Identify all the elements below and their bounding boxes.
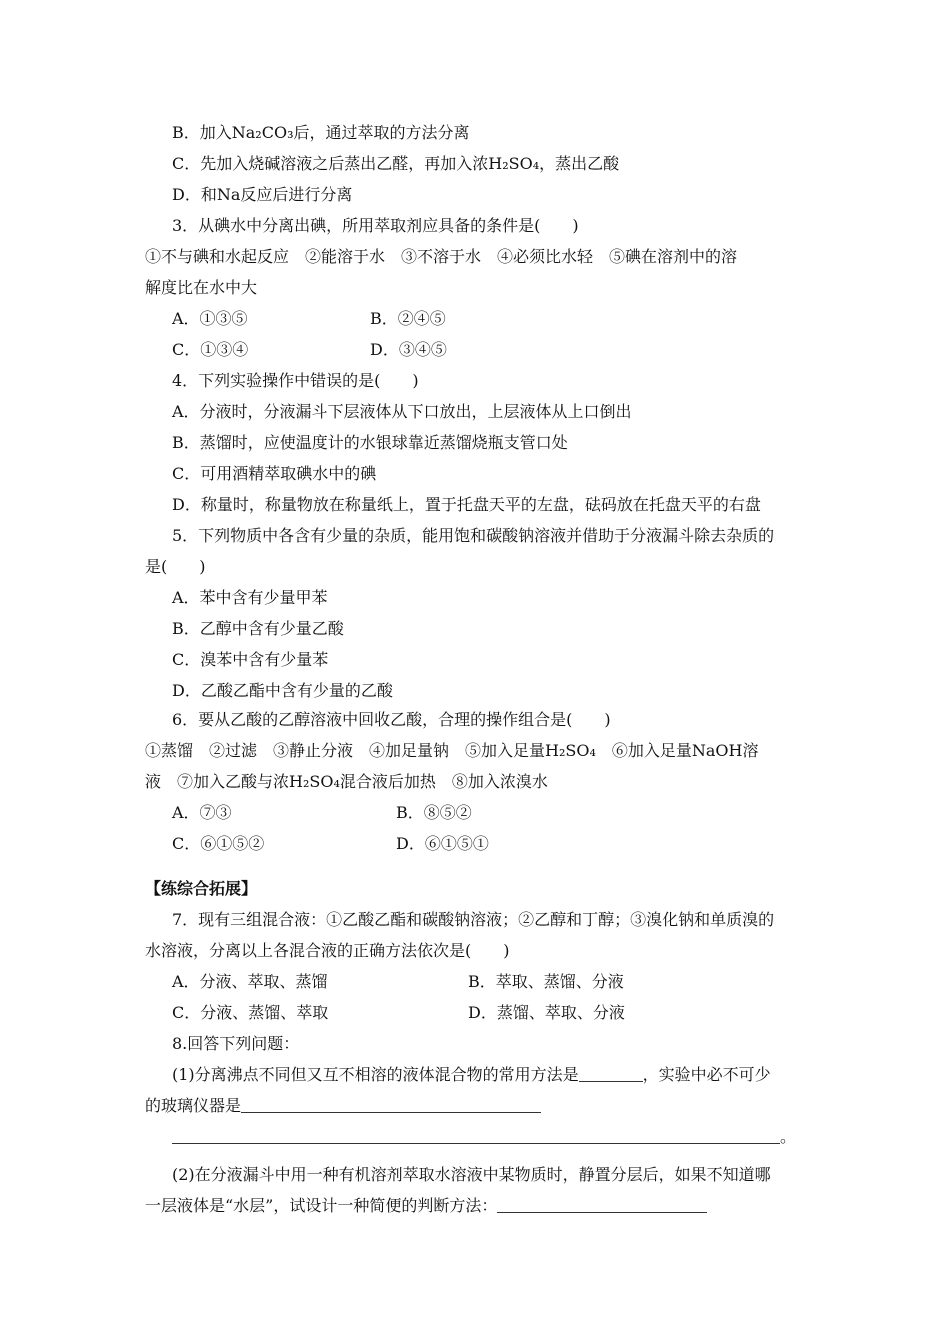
q3-option-c: C．①③④	[172, 340, 249, 359]
answer-blank-method[interactable]	[579, 1065, 643, 1082]
q7-option-c: C．分液、蒸馏、萃取	[172, 1003, 329, 1022]
q8-part1-text-a: (1)分离沸点不同但又互不相溶的液体混合物的常用方法是	[172, 1065, 579, 1084]
q7-stem-line2: 水溶液，分离以上各混合液的正确方法依次是( )	[145, 941, 510, 960]
q3-conditions-line2: 解度比在水中大	[145, 278, 258, 297]
answer-blank-instruments[interactable]	[241, 1096, 541, 1113]
q6-option-a: A．⑦③	[172, 803, 232, 822]
q7-option-d: D．蒸馏、萃取、分液	[468, 1003, 625, 1022]
q8-part1-line2	[145, 1095, 541, 1117]
q2-option-b: B．加入Na₂CO₃后，通过萃取的方法分离	[172, 123, 470, 142]
q4-option-b: B．蒸馏时，应使温度计的水银球靠近蒸馏烧瓶支管口处	[172, 433, 568, 452]
q6-option-c: C．⑥①⑤②	[172, 834, 265, 853]
q7-stem-line1: 7．现有三组混合液：①乙酸乙酯和碳酸钠溶液；②乙醇和丁醇；③溴化钠和单质溴的	[172, 910, 775, 929]
q4-option-d: D．称量时，称量物放在称量纸上，置于托盘天平的左盘，砝码放在托盘天平的右盘	[172, 495, 761, 514]
q6-ops-line1: ①蒸馏 ②过滤 ③静止分液 ④加足量钠 ⑤加入足量H₂SO₄ ⑥加入足量NaOH溶	[145, 741, 759, 760]
q5-option-b: B．乙醇中含有少量乙酸	[172, 619, 344, 638]
q8-stem: 8.回答下列问题：	[172, 1034, 300, 1053]
q3-conditions-line1: ①不与碘和水起反应 ②能溶于水 ③不溶于水 ④必须比水轻 ⑤碘在溶剂中的溶	[145, 247, 738, 266]
q6-ops-line2: 液 ⑦加入乙酸与浓H₂SO₄混合液后加热 ⑧加入浓溴水	[145, 772, 548, 791]
q8-part1-period: 。	[780, 1127, 797, 1146]
q8-part2-line1: (2)在分液漏斗中用一种有机溶剂萃取水溶液中某物质时，静置分层后，如果不知道哪	[172, 1165, 771, 1184]
q8-part1-line3	[172, 1126, 796, 1148]
answer-blank-instruments-cont[interactable]	[172, 1127, 780, 1144]
q3-option-b: B．②④⑤	[370, 309, 446, 328]
q5-stem-line2: 是( )	[145, 557, 206, 576]
q4-option-a: A．分液时，分液漏斗下层液体从下口放出，上层液体从上口倒出	[172, 402, 632, 421]
answer-blank-method-2[interactable]	[497, 1196, 707, 1213]
q7-option-b: B．萃取、蒸馏、分液	[468, 972, 624, 991]
section-heading: 【练综合拓展】	[145, 879, 258, 898]
q7-option-a: A．分液、萃取、蒸馏	[172, 972, 328, 991]
q2-option-c: C．先加入烧碱溶液之后蒸出乙醛，再加入浓H₂SO₄，蒸出乙酸	[172, 154, 620, 173]
q8-part2-line2	[145, 1195, 707, 1217]
q3-option-d: D．③④⑤	[370, 340, 447, 359]
q5-option-c: C．溴苯中含有少量苯	[172, 650, 329, 669]
q5-option-d: D．乙酸乙酯中含有少量的乙酸	[172, 681, 393, 700]
q5-option-a: A．苯中含有少量甲苯	[172, 588, 328, 607]
q8-part2-text: 一层液体是“水层”，试设计一种简便的判断方法：	[145, 1196, 498, 1215]
q5-stem-line1: 5．下列物质中各含有少量的杂质，能用饱和碳酸钠溶液并借助于分液漏斗除去杂质的	[172, 526, 775, 545]
q8-part1-text-c: 的玻璃仪器是	[145, 1096, 242, 1115]
q6-option-d: D．⑥①⑤①	[396, 834, 489, 853]
q8-part1-line1	[172, 1064, 771, 1086]
q3-stem: 3．从碘水中分离出碘，所用萃取剂应具备的条件是( )	[172, 216, 579, 235]
q4-stem: 4．下列实验操作中错误的是( )	[172, 371, 419, 390]
q6-stem: 6．要从乙酸的乙醇溶液中回收乙酸，合理的操作组合是( )	[172, 710, 611, 729]
q8-part1-text-b: ，实验中必不可少	[642, 1065, 771, 1084]
q6-option-b: B．⑧⑤②	[396, 803, 472, 822]
q3-option-a: A．①③⑤	[172, 309, 248, 328]
q4-option-c: C．可用酒精萃取碘水中的碘	[172, 464, 377, 483]
q2-option-d: D．和Na反应后进行分离	[172, 185, 353, 204]
